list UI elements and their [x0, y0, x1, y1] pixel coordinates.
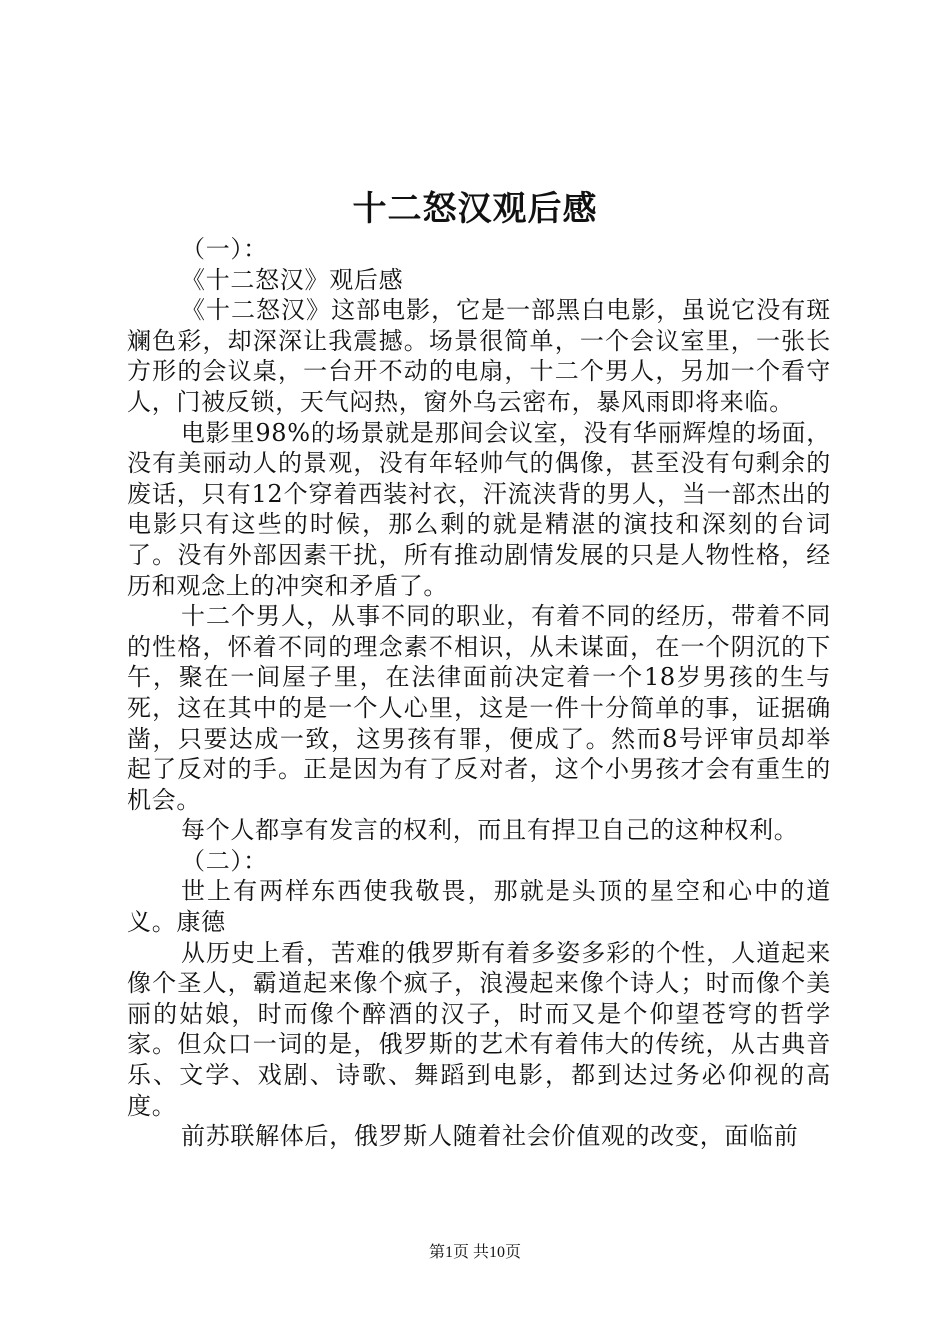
section-heading-1: （一）：	[181, 235, 268, 263]
section-heading-2: （二）：	[181, 846, 268, 875]
subheading: 《十二怒汉》观后感	[181, 265, 404, 294]
paragraph: 电影里98%的场景就是那间会议室，没有华丽辉煌的场面，没有美丽动人的景观，没有年轻帅气的偶像，甚至没有句剩余的废话，只有12个穿着西装衬衣，汗流浃背的男人，当一部杰出的电影只有这些的时候，那么剩的就是精湛的演技和深刻的台词了。没有外部因素干扰，所有推动剧情发展的只是人物性格，经历和观念上的冲突和矛盾了。	[127, 418, 831, 600]
page-number-footer: 第1页 共10页	[428, 1244, 521, 1261]
paragraph: 前苏联解体后，俄罗斯人随着社会价值观的改变，面临前	[181, 1122, 799, 1151]
paragraph: 从历史上看，苦难的俄罗斯有着多姿多彩的个性，人道起来像个圣人，霸道起来像个疯子，浪漫起来像个诗人；时而像个美丽的姑娘，时而像个醉酒的汉子，时而又是个仰望苍穹的哲学家。但众口一词的是，俄罗斯的艺术有着伟大的传统，从古典音乐、文学、戏剧、诗歌、舞蹈到电影，都到达过务必仰视的高度。	[127, 938, 831, 1120]
document-body	[127, 234, 831, 1152]
paragraph: 十二个男人，从事不同的职业，有着不同的经历，带着不同的性格，怀着不同的理念素不相识，从未谋面，在一个阴沉的下午，聚在一间屋子里，在法律面前决定着一个18岁男孩的生与死，这在其中的是一个人心里，这是一件十分简单的事，证据确凿，只要达成一致，这男孩有罪，便成了。然而8号评审员却举起了反对的手。正是因为有了反对者，这个小男孩才会有重生的机会。	[127, 602, 831, 814]
paragraph: 《十二怒汉》这部电影，它是一部黑白电影，虽说它没有斑斓色彩，却深深让我震撼。场景很简单，一个会议室里，一张长方形的会议桌，一台开不动的电扇，十二个男人，另加一个看守人，门被反锁，天气闷热，窗外乌云密布，暴风雨即将来临。	[127, 296, 831, 416]
paragraph: 每个人都享有发言的权利，而且有捍卫自己的这种权利。	[181, 816, 799, 845]
quote-paragraph: 世上有两样东西使我敬畏，那就是头顶的星空和心中的道义。康德	[127, 877, 831, 937]
document-title: 十二怒汉观后感	[352, 189, 598, 229]
